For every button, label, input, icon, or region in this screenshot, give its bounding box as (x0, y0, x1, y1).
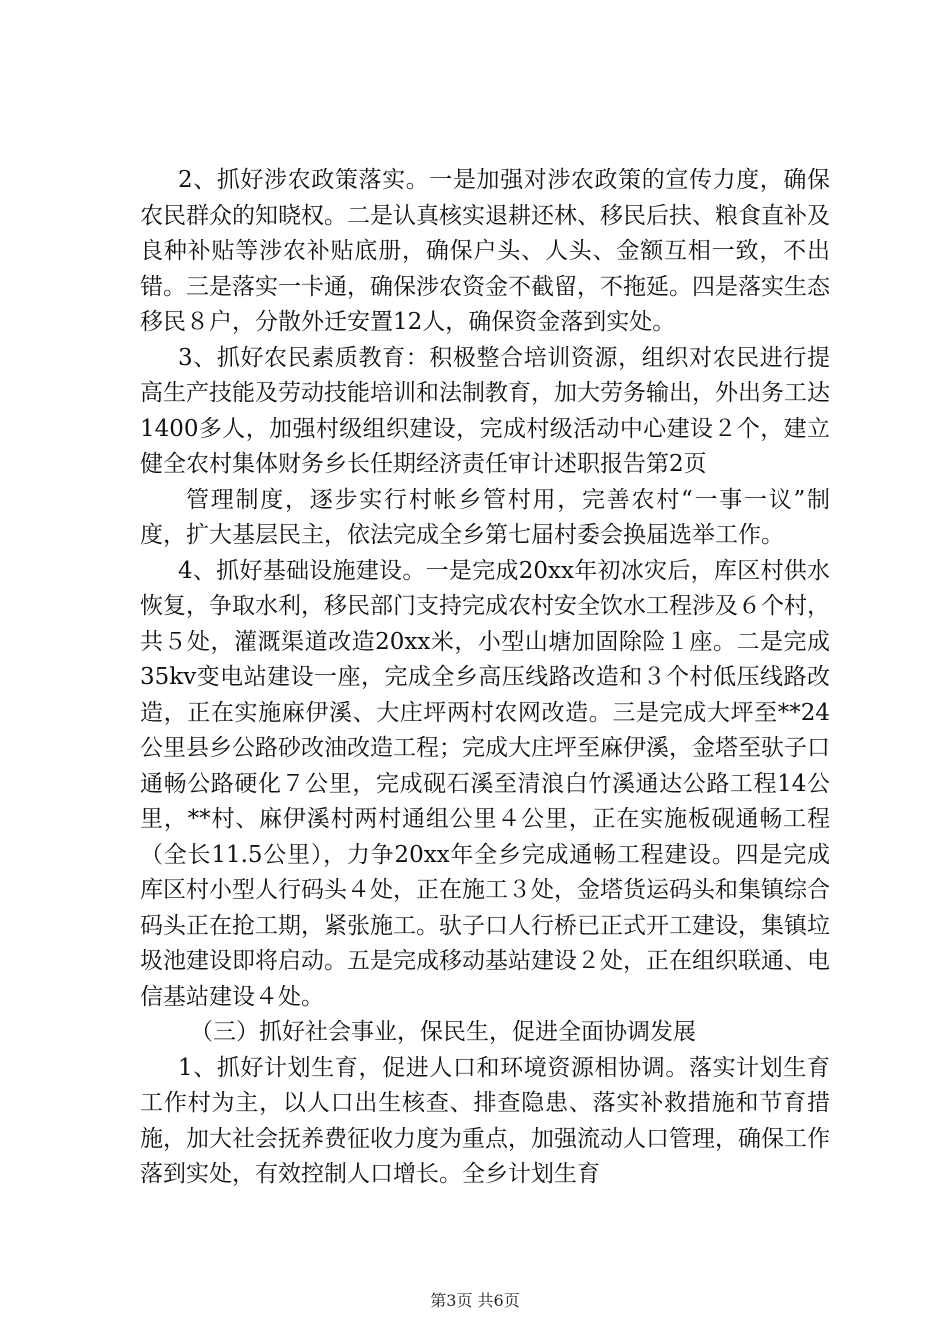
paragraph-education: 3、抓好农民素质教育：积极整合培训资源，组织对农民进行提高生产技能及劳动技能培训和法制教育，加大劳务输出，外出务工达1400多人，加强村级组织建设，完成村级活动中心建设２个，建立健全农村集体财务乡长任期经济责任审计述职报告第2页 (140, 344, 830, 477)
paragraph-infrastructure: 4、抓好基础设施建设。一是完成20xx年初冰灾后，库区村供水恢复，争取水利，移民部门支持完成农村安全饮水工程涉及６个村，共５处，灌溉渠道改造20xx米，小型山塘加固除险１座。二是完成35kv变电站建设一座，完成全乡高压线路改造和３个村低压线路改造，正在实施麻伊溪、大庄坪两村农网改造。三是完成大坪至**24公里县乡公路砂改油改造工程；完成大庄坪至麻伊溪，金塔至驮子口通畅公路硬化７公里，完成砚石溪至清浪白竹溪通达公路工程14公里，**村、麻伊溪村两村通组公里４公里，正在实施板砚通畅工程（全长11.5公里），力争20xx年全乡完成通畅工程建设。四是完成库区村小型人行码头４处，正在施工３处，金塔货运码头和集镇综合码头正在抢工期，紧张施工。驮子口人行桥已正式开工建设，集镇垃圾池建设即将启动。五是完成移动基站建设２处，正在组织联通、电信基站建设４处。 (140, 557, 830, 1010)
document-body (140, 163, 830, 1193)
paragraph-policy: 2、抓好涉农政策落实。一是加强对涉农政策的宣传力度，确保农民群众的知晓权。二是认真核实退耕还林、移民后扶、粮食直补及良种补贴等涉农补贴底册，确保户头、人头、金额互相一致，不出错。三是落实一卡通，确保涉农资金不截留，不拖延。四是落实生态移民８户，分散外迁安置12人，确保资金落到实处。 (140, 167, 830, 335)
section-heading: （三）抓好社会事业，保民生，促进全面协调发展 (190, 1019, 696, 1045)
page-footer: 第3页 共6页 (430, 1291, 520, 1310)
paragraph-management: 管理制度，逐步实行村帐乡管村用，完善农村“一事一议”制度，扩大基层民主，依法完成全乡第七届村委会换届选举工作。 (140, 486, 830, 548)
paragraph-family-planning: 1、抓好计划生育，促进人口和环境资源相协调。落实计划生育工作村为主，以人口出生核查、排查隐患、落实补救措施和节育措施，加大社会抚养费征收力度为重点，加强流动人口管理，确保工作落到实处，有效控制人口增长。全乡计划生育 (140, 1054, 830, 1187)
